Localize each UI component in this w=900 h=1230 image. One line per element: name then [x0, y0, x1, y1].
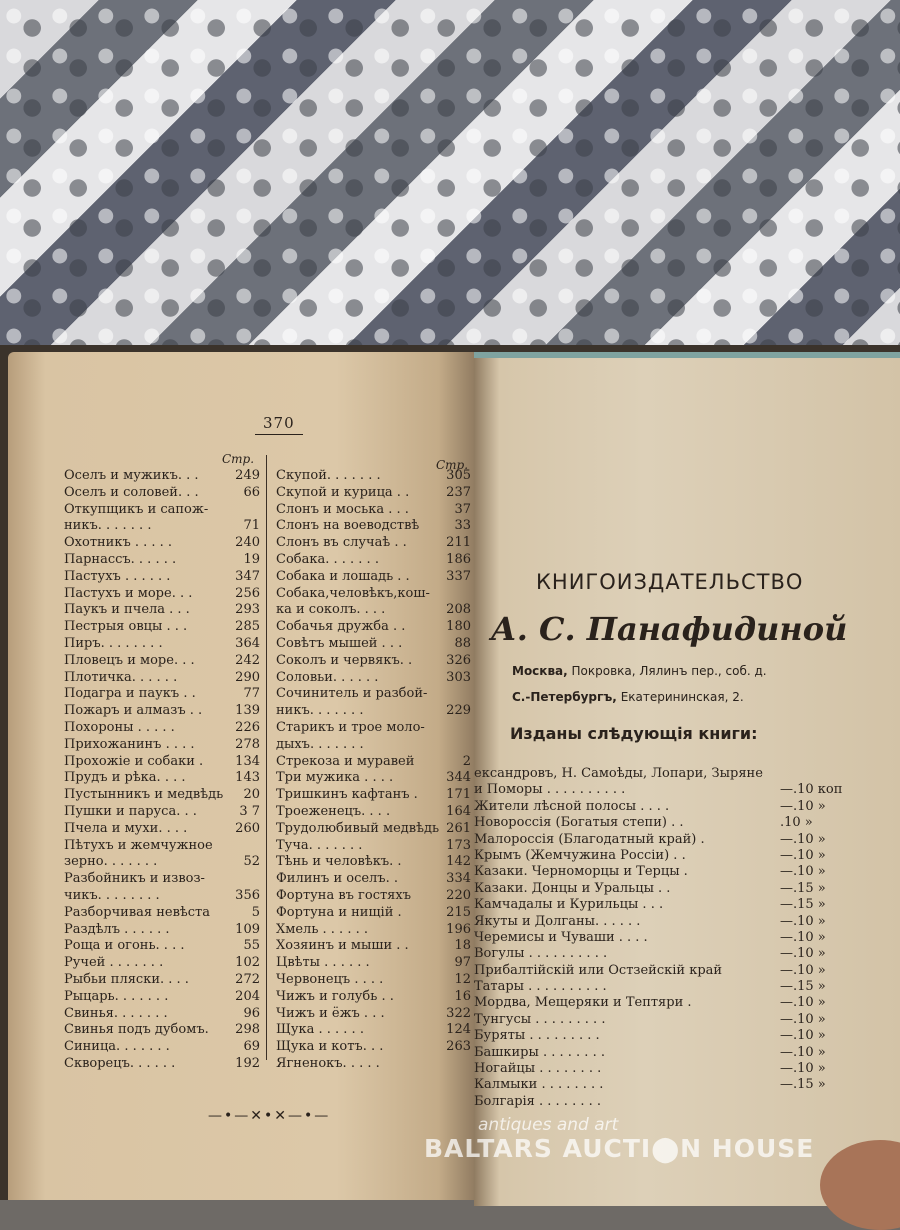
item-page: —.10 »	[780, 831, 826, 847]
item-title: никъ. . . . . . .	[64, 518, 152, 534]
list-item	[64, 686, 260, 703]
item-page: —.10 »	[780, 929, 826, 945]
list-item	[474, 979, 854, 995]
column-header-right: Стр.	[436, 458, 469, 472]
list-item	[64, 569, 260, 586]
item-page: 77	[243, 686, 260, 702]
item-title: Вогулы . . . . . . . . . .	[474, 946, 608, 962]
item-page: —.15 »	[780, 880, 826, 896]
list-item	[276, 989, 471, 1006]
item-title: Собака,человѣкъ,кош-	[276, 585, 430, 601]
item-page: —.10 »	[780, 1044, 826, 1060]
item-title: Разбойникъ и извоз-	[64, 871, 205, 887]
list-item	[64, 854, 260, 871]
item-page: 240	[235, 535, 260, 551]
list-item	[276, 871, 471, 888]
list-item	[276, 1056, 471, 1073]
item-page: —.10 »	[780, 946, 826, 962]
item-title: Фортуна и нищій .	[276, 904, 402, 920]
list-item	[474, 1094, 854, 1110]
item-page: 305	[446, 468, 471, 483]
list-item	[474, 963, 854, 979]
list-item	[64, 653, 260, 670]
item-title: Буряты . . . . . . . . .	[474, 1028, 600, 1044]
item-title: Слонъ въ случаѣ . .	[276, 535, 407, 551]
item-page: 356	[235, 887, 260, 903]
list-item	[276, 552, 471, 569]
knitted-blanket-background	[0, 0, 900, 370]
item-title: Пиръ. . . . . . . .	[64, 635, 163, 651]
list-item	[64, 703, 260, 720]
item-page: —.10 »	[780, 962, 826, 978]
list-item	[474, 1012, 854, 1028]
list-item	[64, 586, 260, 603]
column-header-left: Стр.	[222, 452, 255, 466]
column-divider	[266, 455, 267, 1060]
item-title: Ягненокъ. . . . .	[276, 1055, 380, 1071]
item-page: —.10 »	[780, 798, 826, 814]
list-item	[276, 905, 471, 922]
item-title: Пчела и мухи. . . .	[64, 820, 188, 836]
item-title: Прихожанинъ . . . .	[64, 736, 195, 752]
item-title: Плотичка. . . . . .	[64, 669, 178, 685]
page-ornament: —•—✕•✕—•—	[208, 1108, 331, 1124]
item-page: 211	[446, 535, 471, 551]
watermark-logo: BALTARS AUCTI⬤N HOUSE	[424, 1134, 815, 1163]
item-title: Тунгусы . . . . . . . . .	[474, 1011, 606, 1027]
item-title: Оселъ и соловей. . .	[64, 484, 199, 500]
list-item	[276, 770, 471, 787]
item-title: Червонецъ . . . .	[276, 971, 384, 987]
item-title: Сочинитель и разбой-	[276, 686, 428, 702]
list-item	[276, 1039, 471, 1056]
list-item	[474, 1028, 854, 1044]
item-title: Пустынникъ и медвѣдь	[64, 787, 224, 803]
list-item	[276, 602, 471, 619]
item-title: ка и соколъ. . . .	[276, 602, 386, 618]
item-page: 2	[462, 753, 471, 769]
list-item	[64, 989, 260, 1006]
item-title: Жители лѣсной полосы . . . .	[474, 798, 670, 814]
item-title: Тришкинъ кафтанъ .	[276, 787, 418, 803]
item-title: Болгарія . . . . . . . .	[474, 1093, 601, 1109]
list-item	[474, 766, 854, 782]
item-title: Совѣтъ мышей . . .	[276, 635, 403, 651]
list-item	[64, 972, 260, 989]
list-item	[276, 888, 471, 905]
item-page: —.10 »	[780, 847, 826, 863]
list-item	[276, 955, 471, 972]
item-title: Малороссія (Благодатный край) .	[474, 831, 705, 847]
item-page: —.15 »	[780, 897, 826, 913]
list-item	[474, 897, 854, 913]
list-item	[474, 881, 854, 897]
index-left-column	[64, 468, 260, 1073]
list-item	[474, 995, 854, 1011]
item-page: 186	[446, 551, 471, 567]
item-page: 66	[243, 484, 260, 500]
item-title: Собачья дружба . .	[276, 619, 406, 635]
item-title: Роща и огонь. . . .	[64, 938, 185, 954]
item-page: 303	[446, 669, 471, 685]
list-item	[276, 821, 471, 838]
address-spb	[512, 690, 744, 704]
item-page: —.10 »	[780, 995, 826, 1011]
list-item	[276, 518, 471, 535]
item-page: —.10 »	[780, 1028, 826, 1044]
item-title: Щука . . . . . .	[276, 1022, 364, 1038]
list-item	[276, 1006, 471, 1023]
list-item	[276, 653, 471, 670]
page-number: 370	[255, 414, 303, 435]
item-title: Пастухъ и море. . .	[64, 585, 193, 601]
item-title: Раздѣлъ . . . . . .	[64, 921, 170, 937]
list-item	[276, 686, 471, 703]
item-title: Камчадалы и Курильцы . . .	[474, 897, 664, 913]
list-item	[64, 804, 260, 821]
item-page: 173	[446, 837, 471, 853]
item-title: Казаки. Черноморцы и Терцы .	[474, 864, 688, 880]
item-title: Парнассъ. . . . . .	[64, 551, 177, 567]
item-title: Филинъ и оселъ. .	[276, 871, 398, 887]
list-item	[64, 770, 260, 787]
list-item	[474, 946, 854, 962]
list-item	[64, 922, 260, 939]
list-item	[276, 720, 471, 737]
item-title: Охотникъ . . . . .	[64, 535, 173, 551]
list-item	[474, 799, 854, 815]
item-page: 12	[454, 971, 471, 987]
item-title: Мордва, Мещеряки и Тептяри .	[474, 995, 692, 1011]
item-title: Пушки и паруса. . .	[64, 803, 197, 819]
list-item	[276, 737, 471, 754]
list-item	[64, 535, 260, 552]
item-page: 142	[446, 854, 471, 870]
item-page: 215	[446, 904, 471, 920]
item-page: 19	[243, 551, 260, 567]
item-page: 109	[235, 921, 260, 937]
item-page: 256	[235, 585, 260, 601]
list-item	[276, 569, 471, 586]
list-item	[64, 1056, 260, 1073]
list-item	[64, 1039, 260, 1056]
item-page: 337	[446, 568, 471, 584]
item-title: Соколъ и червякъ. .	[276, 652, 413, 668]
item-title: Хозяинъ и мыши . .	[276, 938, 409, 954]
item-page	[780, 766, 854, 782]
item-title: Татары . . . . . . . . . .	[474, 979, 607, 995]
list-item	[276, 485, 471, 502]
list-item	[64, 905, 260, 922]
list-item	[474, 782, 854, 798]
item-page: 96	[243, 1005, 260, 1021]
item-page: 139	[235, 703, 260, 719]
item-page: .10 »	[780, 815, 813, 831]
item-title: Слонъ на воеводствѣ	[276, 518, 420, 534]
item-title: чикъ. . . . . . . .	[64, 887, 160, 903]
item-page: 285	[235, 619, 260, 635]
item-title: Чижъ и голубь . .	[276, 988, 394, 1004]
item-title: Якуты и Долганы. . . . . .	[474, 913, 641, 929]
list-item	[276, 586, 471, 603]
item-page: 143	[235, 770, 260, 786]
watermark-tagline: antiques and art	[478, 1115, 619, 1135]
list-item	[276, 636, 471, 653]
item-title: Хмель . . . . . .	[276, 921, 368, 937]
item-title: Откупщикъ и сапож-	[64, 501, 209, 517]
list-item	[474, 930, 854, 946]
item-page: 69	[243, 1039, 260, 1055]
item-page: 263	[446, 1039, 471, 1055]
item-page: 347	[235, 568, 260, 584]
list-item	[276, 670, 471, 687]
item-title: Фортуна въ гостяхъ	[276, 887, 411, 903]
item-page: 278	[235, 736, 260, 752]
item-title: дыхъ. . . . . . .	[276, 736, 364, 752]
item-title: Щука и котъ. . .	[276, 1039, 384, 1055]
item-title: Скворецъ. . . . . .	[64, 1055, 176, 1071]
list-item	[474, 1061, 854, 1077]
item-title: Башкиры . . . . . . . .	[474, 1044, 605, 1060]
item-page: 97	[454, 955, 471, 971]
item-title: Черемисы и Чуваши . . . .	[474, 929, 648, 945]
item-page: 237	[446, 484, 471, 500]
list-item	[64, 518, 260, 535]
item-title: Пестрыя овцы . . .	[64, 619, 188, 635]
item-page: 18	[454, 938, 471, 954]
item-page: —.15 »	[780, 979, 826, 995]
item-page: 52	[243, 854, 260, 870]
list-item	[276, 468, 471, 485]
item-title: Похороны . . . . .	[64, 719, 175, 735]
item-page: 171	[446, 787, 471, 803]
list-item	[276, 922, 471, 939]
list-item	[276, 787, 471, 804]
item-title: Чижъ и ёжъ . . .	[276, 1005, 385, 1021]
item-title: Цвѣты . . . . . .	[276, 955, 370, 971]
item-page: 260	[235, 820, 260, 836]
item-page: 220	[446, 887, 471, 903]
books-heading: Изданы слѣдующія книги:	[510, 724, 758, 743]
item-title: Разборчивая невѣста	[64, 904, 210, 920]
item-title: и Поморы . . . . . . . . . .	[474, 782, 626, 798]
item-title: Собака. . . . . . .	[276, 551, 379, 567]
item-page: 293	[235, 602, 260, 618]
item-title: Пожаръ и алмазъ . .	[64, 703, 203, 719]
item-page: 102	[235, 955, 260, 971]
list-item	[276, 754, 471, 771]
item-page: 261	[446, 820, 471, 836]
item-page: 88	[454, 635, 471, 651]
list-item	[64, 636, 260, 653]
publisher-name: А. С. Панафидиной	[490, 610, 848, 648]
list-item	[276, 1022, 471, 1039]
list-item	[276, 535, 471, 552]
item-page: 5	[251, 904, 260, 920]
item-page: —.10 »	[780, 864, 826, 880]
item-title: Туча. . . . . . .	[276, 837, 363, 853]
list-item	[64, 938, 260, 955]
list-item	[474, 1045, 854, 1061]
item-title: Прудъ и рѣка. . . .	[64, 770, 186, 786]
item-title: никъ. . . . . . .	[276, 703, 364, 719]
books-list	[474, 766, 854, 1110]
list-item	[474, 848, 854, 864]
address-moscow-city: Москва,	[512, 664, 568, 678]
item-title: Старикъ и трое моло-	[276, 719, 425, 735]
item-page: —.10 коп	[780, 782, 843, 798]
item-title: Пѣтухъ и жемчужное	[64, 837, 213, 853]
item-title: Оселъ и мужикъ. . .	[64, 468, 199, 483]
list-item	[276, 854, 471, 871]
list-item	[64, 468, 260, 485]
item-page: 322	[446, 1005, 471, 1021]
list-item	[64, 871, 260, 888]
item-title: Паукъ и пчела . . .	[64, 602, 190, 618]
index-right-column	[276, 468, 471, 1073]
list-item	[474, 815, 854, 831]
list-item	[64, 1006, 260, 1023]
item-page: 180	[446, 619, 471, 635]
item-title: Собака и лошадь . .	[276, 568, 410, 584]
item-page: —.15 »	[780, 1077, 826, 1093]
item-title: Слонъ и моська . . .	[276, 501, 409, 517]
address-spb-street: Екатерининская, 2.	[620, 690, 744, 704]
list-item	[474, 914, 854, 930]
item-page: 344	[446, 770, 471, 786]
item-title: Троеженецъ. . . .	[276, 803, 391, 819]
item-page: —.10 »	[780, 1061, 826, 1077]
list-item	[64, 552, 260, 569]
list-item	[276, 972, 471, 989]
item-title: Три мужика . . . .	[276, 770, 394, 786]
item-title: Казаки. Донцы и Уральцы . .	[474, 880, 671, 896]
item-page: 204	[235, 988, 260, 1004]
item-title: Прибалтійскій или Остзейскій край	[474, 962, 723, 978]
item-page: 226	[235, 719, 260, 735]
item-title: Тѣнь и человѣкъ. .	[276, 854, 402, 870]
list-item	[474, 1077, 854, 1093]
list-item	[64, 754, 260, 771]
list-item	[64, 502, 260, 519]
item-page: 55	[243, 938, 260, 954]
item-title: Подагра и паукъ . .	[64, 686, 196, 702]
list-item	[474, 864, 854, 880]
item-page: 164	[446, 803, 471, 819]
list-item	[64, 1022, 260, 1039]
item-page	[780, 1094, 854, 1110]
item-page: 71	[243, 518, 260, 534]
item-title: Прохожіе и собаки .	[64, 753, 204, 769]
item-title: Калмыки . . . . . . . .	[474, 1077, 604, 1093]
item-title: зерно. . . . . . .	[64, 854, 158, 870]
item-title: Трудолюбивый медвѣдь	[276, 820, 440, 836]
item-page: 192	[235, 1055, 260, 1071]
item-page: 249	[235, 468, 260, 483]
item-title: Скупой и курица . .	[276, 484, 410, 500]
item-title: Синица. . . . . . .	[64, 1039, 170, 1055]
item-page: 334	[446, 871, 471, 887]
list-item	[64, 838, 260, 855]
item-title: ександровъ, Н. Самоѣды, Лопари, Зыряне	[474, 766, 763, 781]
item-title: Рыбьи пляски. . . .	[64, 971, 189, 987]
item-page: 20	[243, 787, 260, 803]
item-page: 196	[446, 921, 471, 937]
list-item	[64, 619, 260, 636]
list-item	[64, 602, 260, 619]
item-page: 229	[446, 703, 471, 719]
address-moscow	[512, 664, 767, 678]
list-item	[64, 720, 260, 737]
list-item	[276, 619, 471, 636]
address-spb-city: С.-Петербургъ,	[512, 690, 617, 704]
list-item	[64, 670, 260, 687]
item-page: 33	[454, 518, 471, 534]
item-title: Ногайцы . . . . . . . .	[474, 1061, 602, 1077]
list-item	[64, 485, 260, 502]
list-item	[64, 955, 260, 972]
item-page: —.10 »	[780, 1011, 826, 1027]
list-item	[276, 703, 471, 720]
item-title: Рыцарь. . . . . . .	[64, 988, 169, 1004]
item-page: 134	[235, 753, 260, 769]
item-page: 326	[446, 652, 471, 668]
item-title: Стрекоза и муравей	[276, 753, 415, 769]
item-page: 290	[235, 669, 260, 685]
item-page: 124	[446, 1022, 471, 1038]
publisher-heading: КНИГОИЗДАТЕЛЬСТВО	[536, 570, 804, 594]
item-title: Пловецъ и море. . .	[64, 652, 195, 668]
item-page: —.10 »	[780, 913, 826, 929]
item-title: Скупой. . . . . . .	[276, 468, 381, 483]
item-title: Пастухъ . . . . . .	[64, 568, 171, 584]
list-item	[474, 832, 854, 848]
list-item	[64, 787, 260, 804]
list-item	[276, 804, 471, 821]
item-title: Свинья подъ дубомъ.	[64, 1022, 209, 1038]
item-page: 3 7	[239, 803, 260, 819]
item-title: Ручей . . . . . . .	[64, 955, 164, 971]
item-page: 364	[235, 635, 260, 651]
item-title: Крымъ (Жемчужина Россіи) . .	[474, 847, 686, 863]
item-page: 242	[235, 652, 260, 668]
item-title: Соловьи. . . . . .	[276, 669, 379, 685]
list-item	[276, 502, 471, 519]
item-page: 37	[454, 501, 471, 517]
item-title: Свинья. . . . . . .	[64, 1005, 168, 1021]
list-item	[276, 838, 471, 855]
list-item	[64, 888, 260, 905]
list-item	[64, 737, 260, 754]
item-page: 208	[446, 602, 471, 618]
item-page: 272	[235, 971, 260, 987]
item-page: 298	[235, 1022, 260, 1038]
item-page: 16	[454, 988, 471, 1004]
list-item	[64, 821, 260, 838]
item-title: Новороссія (Богатыя степи) . .	[474, 815, 684, 831]
list-item	[276, 938, 471, 955]
address-moscow-street: Покровка, Лялинъ пер., соб. д.	[571, 664, 767, 678]
